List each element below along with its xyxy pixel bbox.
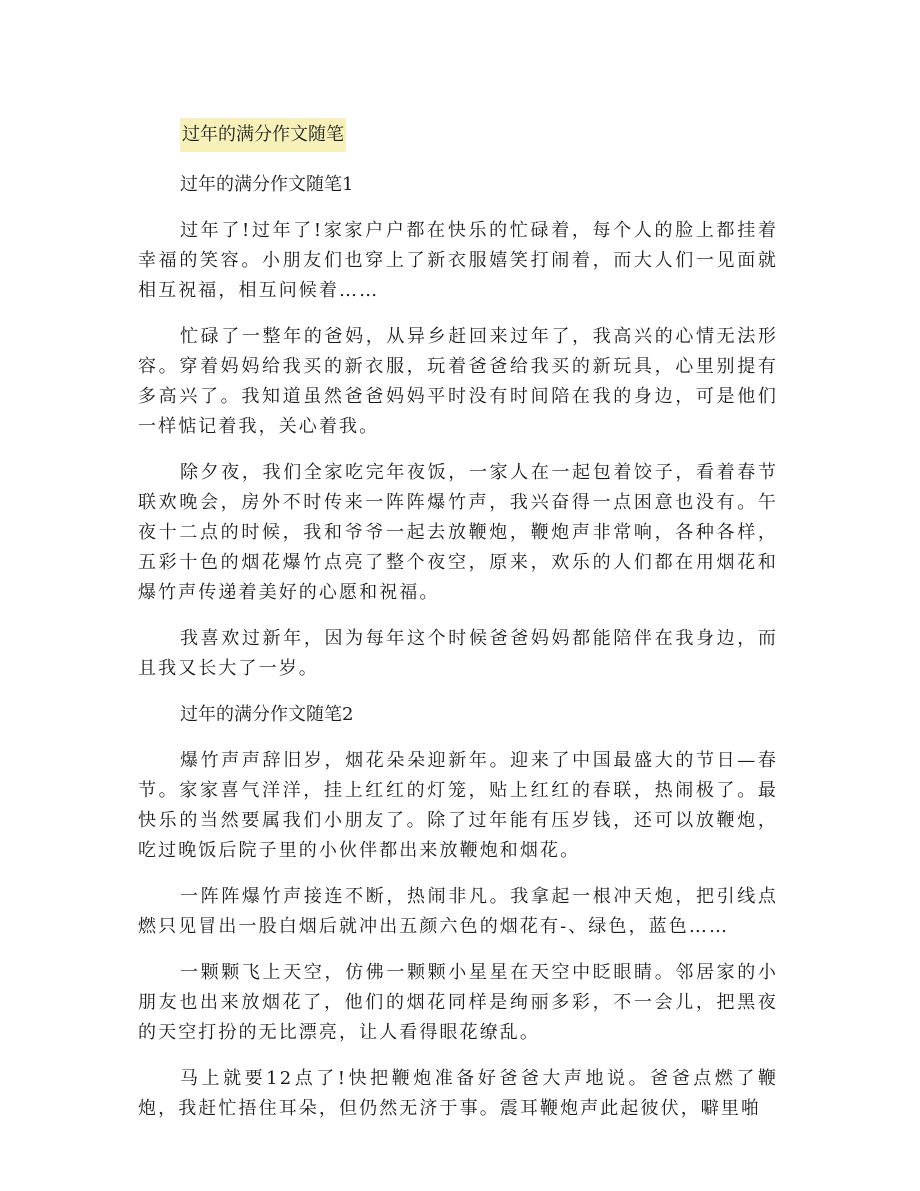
section-heading-2: 过年的满分作文随笔2 [180,704,354,725]
document-title: 过年的满分作文随笔 [180,118,346,152]
paragraph-2-4: 马上就要12点了!快把鞭炮准备好爸爸大声地说。爸爸点燃了鞭炮，我赶忙捂住耳朵，但仍然无济于事。震耳鞭炮声此起彼伏，噼里啪 [138,1068,778,1119]
paragraph-2-1: 爆竹声声辞旧岁，烟花朵朵迎新年。迎来了中国最盛大的节日—春节。家家喜气洋洋，挂上红红的灯笼，贴上红红的春联，热闹极了。最快乐的当然要属我们小朋友了。除了过年能有压岁钱，还可以放鞭炮，吃过晚饭后院子里的小伙伴都出来放鞭炮和烟花。 [138,750,778,861]
paragraph-1-2: 忙碌了一整年的爸妈，从异乡赶回来过年了，我高兴的心情无法形容。穿着妈妈给我买的新衣服，玩着爸爸给我买的新玩具，心里别提有多高兴了。我知道虽然爸爸妈妈平时没有时间陪在我的身边，可是他们一样惦记着我，关心着我。 [138,326,778,437]
document-page [138,118,778,1124]
paragraph-1-3: 除夕夜，我们全家吃完年夜饭，一家人在一起包着饺子，看着春节联欢晚会，房外不时传来一阵阵爆竹声，我兴奋得一点困意也没有。午夜十二点的时候，我和爷爷一起去放鞭炮，鞭炮声非常响，各种各样，五彩十色的烟花爆竹点亮了整个夜空，原来，欢乐的人们都在用烟花和爆竹声传递着美好的心愿和祝福。 [138,462,778,603]
paragraph-2-3: 一颗颗飞上天空，仿佛一颗颗小星星在天空中眨眼睛。邻居家的小朋友也出来放烟花了，他们的烟花同样是绚丽多彩，不一会儿，把黑夜的天空打扮的无比漂亮，让人看得眼花缭乱。 [138,962,778,1043]
section-heading-1: 过年的满分作文随笔1 [180,174,354,195]
paragraph-1-4: 我喜欢过新年，因为每年这个时候爸爸妈妈都能陪伴在我身边，而且我又长大了一岁。 [138,628,778,679]
paragraph-2-2: 一阵阵爆竹声接连不断，热闹非凡。我拿起一根冲天炮，把引线点燃只见冒出一股白烟后就冲出五颜六色的烟花有-、绿色，蓝色…… [138,886,778,937]
paragraph-1-1: 过年了!过年了!家家户户都在快乐的忙碌着，每个人的脸上都挂着幸福的笑容。小朋友们也穿上了新衣服嬉笑打闹着，而大人们一见面就相互祝福，相互问候着…… [138,220,778,301]
